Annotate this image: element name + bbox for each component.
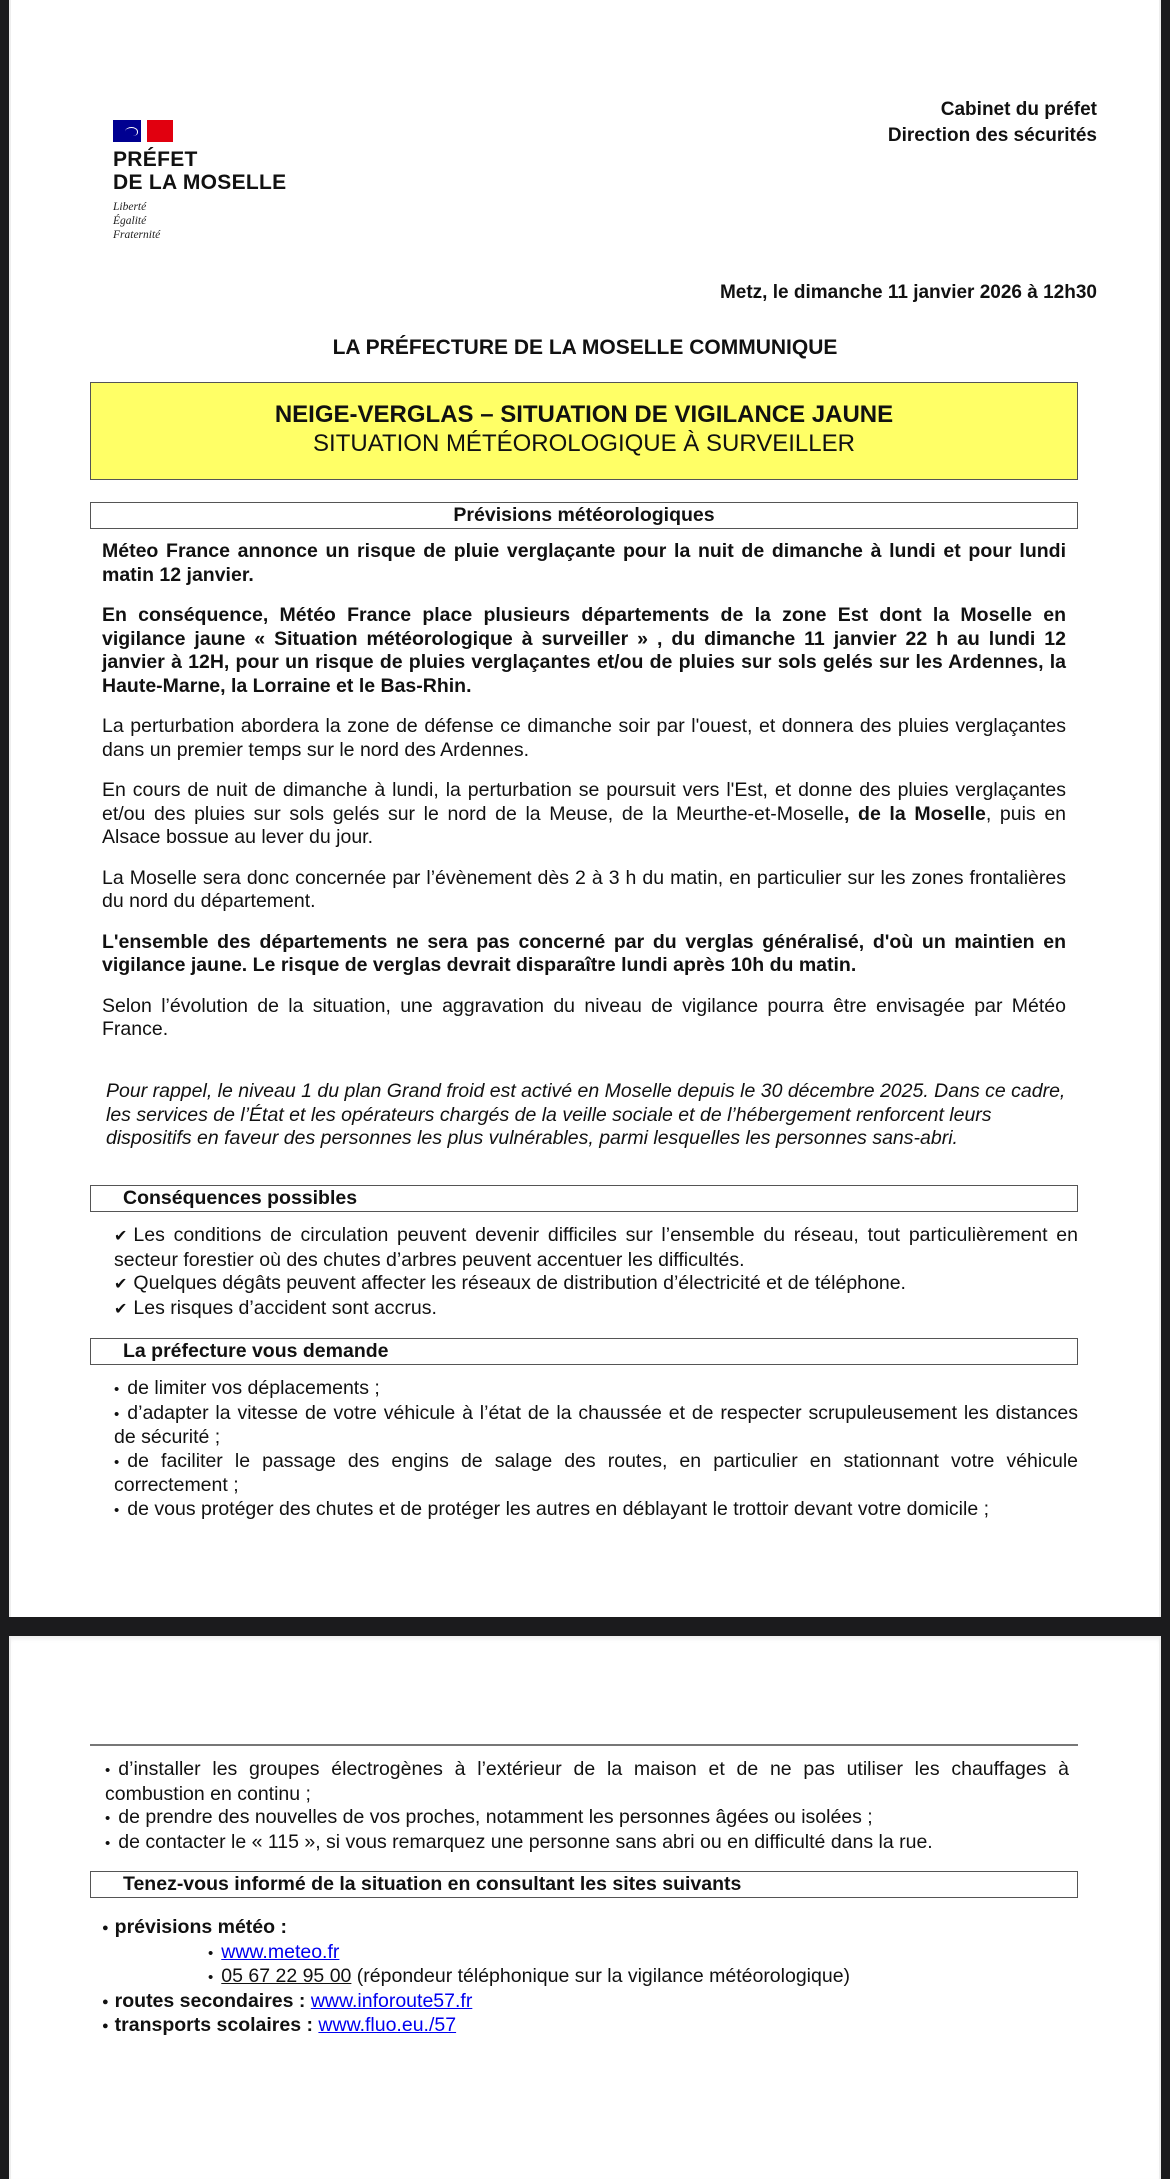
logo-title: PRÉFET DE LA MOSELLE bbox=[113, 148, 287, 194]
document-page-1 bbox=[9, 0, 1161, 1617]
forecast-paragraph: Selon l’évolution de la situation, une aggravation du niveau de vigilance pourra être envisagée par Météo France. bbox=[102, 994, 1066, 1040]
inforoute-link[interactable]: www.inforoute57.fr bbox=[310, 1989, 473, 2012]
forecast-body bbox=[102, 540, 1066, 1059]
forecast-paragraph: En cours de nuit de dimanche à lundi, la perturbation se poursuit vers l'Est, et donne des pluies verglaçantes et/ou des pluies sur sols gelés sur le nord de la Meuse, de la Meurthe-et-Moselle, de la Moselle, puis en Alsace bossue au lever du jour. bbox=[102, 779, 1067, 848]
forecast-paragraph: L'ensemble des départements ne sera pas concerné par du verglas généralisé, d'où un maintien en vigilance jaune. Le risque de verglas devrait disparaître lundi après 10h du matin. bbox=[102, 930, 1066, 976]
section-heading-info: Tenez-vous informé de la situation en consultant les sites suivants bbox=[90, 1871, 1078, 1898]
issuing-service: Cabinet du préfet Direction des sécurités bbox=[887, 99, 1097, 146]
weather-label: ● prévisions météo : bbox=[102, 1916, 1066, 1941]
dateline: Metz, le dimanche 11 janvier 2026 à 12h30 bbox=[719, 282, 1097, 303]
list-item: • de prendre des nouvelles de vos proches, notamment les personnes âgées ou isolées ; bbox=[105, 1806, 1069, 1831]
vigilance-alert-banner bbox=[90, 382, 1078, 480]
alert-title: NEIGE-VERGLAS – SITUATION DE VIGILANCE JAUNE bbox=[274, 401, 894, 428]
list-item: • d’installer les groupes électrogènes à l’extérieur de la maison et de ne pas utiliser les chauffages à combustion en continu ; bbox=[105, 1758, 1069, 1806]
weather-phone[interactable]: 05 67 22 95 00 bbox=[221, 1965, 352, 1987]
marianne-flag-icon bbox=[113, 120, 173, 142]
divider bbox=[90, 1744, 1078, 1746]
requests-list-continued bbox=[105, 1758, 1069, 1855]
list-item: • de vous protéger des chutes et de protéger les autres en déblayant le trottoir devant votre domicile ; bbox=[114, 1498, 1078, 1523]
forecast-paragraph: La perturbation abordera la zone de défense ce dimanche soir par l'ouest, et donnera des pluies verglaçantes dans un premier temps sur le nord des Ardennes. bbox=[102, 715, 1066, 761]
section-heading-forecast: Prévisions météorologiques bbox=[90, 502, 1078, 529]
republic-motto: Liberté Égalité Fraternité bbox=[113, 201, 161, 241]
section-heading-consequences: Conséquences possibles bbox=[90, 1185, 1078, 1212]
transport-item: ● transports scolaires : www.fluo.eu./57 bbox=[102, 2014, 1066, 2039]
list-item: • de contacter le « 115 », si vous remarquez une personne sans abri ou en difficulté dans la rue. bbox=[105, 1831, 1069, 1856]
roads-item: ● routes secondaires : www.inforoute57.fr bbox=[102, 1990, 1066, 2015]
prefecture-logo bbox=[113, 120, 313, 242]
section-heading-requests: La préfecture vous demande bbox=[90, 1338, 1078, 1365]
meteo-link[interactable]: www.meteo.fr bbox=[221, 1940, 340, 1963]
list-item: • d’adapter la vitesse de votre véhicule à l’état de la chaussée et de respecter scrupuleusement les distances de sécurité ; bbox=[114, 1402, 1078, 1450]
weather-site-item bbox=[102, 1941, 1066, 1966]
alert-subtitle: SITUATION MÉTÉOROLOGIQUE À SURVEILLER bbox=[313, 430, 855, 457]
list-item: • de faciliter le passage des engins de salage des routes, en particulier en stationnant votre véhicule correctement ; bbox=[114, 1450, 1078, 1498]
grand-froid-reminder: Pour rappel, le niveau 1 du plan Grand froid est activé en Moselle depuis le 30 décembre 2025. Dans ce cadre, les services de l’État et les opérateurs chargés de la veille sociale et de l’hébergement renforcent leurs dispositifs en faveur des personnes les plus vulnérables, parmi lesquelles les personnes sans-abri. bbox=[106, 1080, 1066, 1149]
list-item: ✔ Quelques dégâts peuvent affecter les réseaux de distribution d’électricité et de téléphone. bbox=[114, 1272, 1078, 1297]
forecast-paragraph: Méteo France annonce un risque de pluie verglaçante pour la nuit de dimanche à lundi et pour lundi matin 12 janvier. bbox=[102, 540, 1066, 586]
forecast-paragraph: En conséquence, Météo France place plusieurs départements de la zone Est dont la Moselle en vigilance jaune « Situation météorologique à surveiller » , du dimanche 11 janvier 22 h au lundi 12 janvier à 12H, pour un risque de pluies verglaçantes et/ou de pluies sur sols gelés sur les Ardennes, la Haute-Marne, la Lorraine et le Bas-Rhin. bbox=[102, 604, 1066, 697]
list-item: ✔ Les risques d’accident sont accrus. bbox=[114, 1297, 1078, 1322]
forecast-paragraph: La Moselle sera donc concernée par l’évènement dès 2 à 3 h du matin, en particulier sur les zones frontalières du nord du département. bbox=[102, 866, 1066, 912]
list-item: • de limiter vos déplacements ; bbox=[114, 1377, 1078, 1402]
communique-heading: LA PRÉFECTURE DE LA MOSELLE COMMUNIQUE bbox=[332, 336, 838, 359]
fluo-link[interactable]: www.fluo.eu./57 bbox=[318, 2014, 457, 2036]
info-links bbox=[102, 1916, 1066, 2039]
weather-phone-item: • 05 67 22 95 00 (répondeur téléphonique sur la vigilance météorologique) bbox=[102, 1965, 1066, 1990]
document-page-2 bbox=[9, 1636, 1161, 2179]
consequences-list bbox=[114, 1224, 1078, 1321]
requests-list bbox=[114, 1377, 1078, 1522]
list-item: ✔ Les conditions de circulation peuvent devenir difficiles sur l’ensemble du réseau, tout particulièrement en secteur forestier où des chutes d’arbres peuvent accentuer les difficultés. bbox=[114, 1224, 1078, 1272]
